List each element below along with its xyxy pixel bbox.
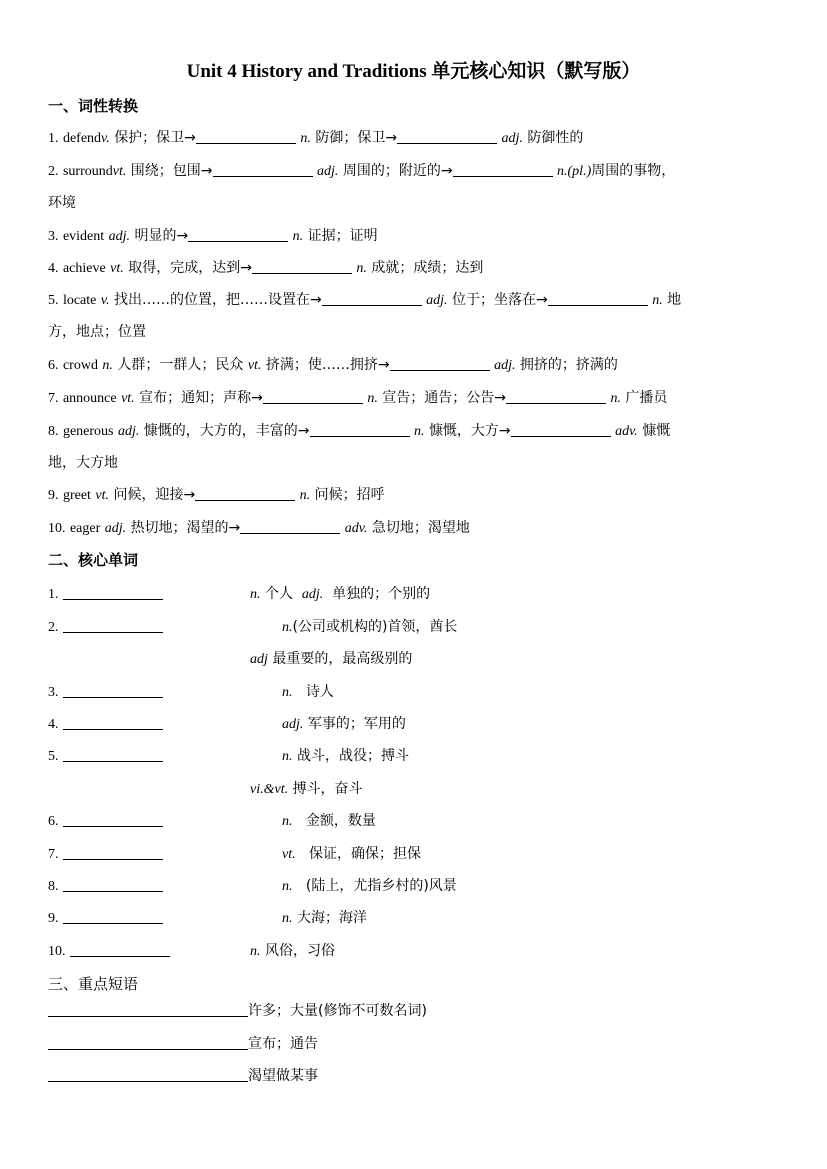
answer-blank[interactable] xyxy=(310,422,410,437)
list-item: 1. xyxy=(48,584,163,605)
list-item: 4. achieve vt. 取得，完成，达到→ n. 成就；成绩；达到 xyxy=(48,260,484,276)
answer-blank[interactable] xyxy=(240,519,340,534)
list-item: 7. xyxy=(48,844,163,865)
list-item: 许多；大量(修饰不可数名词) xyxy=(48,1001,427,1021)
answer-blank[interactable] xyxy=(48,1067,248,1082)
list-item: 9. xyxy=(48,908,163,929)
list-item: 6. crowd n. 人群；一群人；民众 vt. 挤满；使……拥挤→ adj. 拥挤的；挤满的 xyxy=(48,357,618,373)
list-item: vi.&vt. 搏斗，奋斗 xyxy=(250,781,363,797)
answer-blank[interactable] xyxy=(63,812,163,827)
list-item: 9. greet vt. 问候，迎接→ n. 问候；招呼 xyxy=(48,487,385,503)
list-item: 宣布；通告 xyxy=(48,1034,318,1054)
list-item: 5. locate v. 找出……的位置，把……设置在→ adj. 位于；坐落在→ n. 地 xyxy=(48,292,682,308)
answer-blank[interactable] xyxy=(63,845,163,860)
answer-blank[interactable] xyxy=(63,715,163,730)
list-item: 10. xyxy=(48,941,170,962)
answer-blank[interactable] xyxy=(548,291,648,306)
answer-blank[interactable] xyxy=(48,1035,248,1050)
list-item: 渴望做某事 xyxy=(48,1066,318,1086)
answer-blank[interactable] xyxy=(196,129,296,144)
list-item-continuation: 地，大方地 xyxy=(48,455,118,471)
list-item: 5. xyxy=(48,746,163,767)
answer-blank[interactable] xyxy=(213,162,313,177)
answer-blank[interactable] xyxy=(63,877,163,892)
answer-blank[interactable] xyxy=(453,162,553,177)
list-item: 2. xyxy=(48,617,163,638)
answer-blank[interactable] xyxy=(252,259,352,274)
list-item: 4. xyxy=(48,714,163,735)
list-item: 8. generous adj. 慷慨的，大方的，丰富的→ n. 慷慨，大方→ adv. 慷慨 xyxy=(48,423,671,439)
answer-blank[interactable] xyxy=(506,389,606,404)
answer-blank[interactable] xyxy=(63,618,163,633)
section-heading-key-phrases: 三、重点短语 xyxy=(48,975,139,993)
list-item: 6. xyxy=(48,811,163,832)
list-item-continuation: 环境 xyxy=(48,195,76,211)
answer-blank[interactable] xyxy=(48,1002,248,1017)
answer-blank[interactable] xyxy=(63,747,163,762)
answer-blank[interactable] xyxy=(390,356,490,371)
section-heading-word-conversion: 一、词性转换 xyxy=(48,97,139,115)
answer-blank[interactable] xyxy=(322,291,422,306)
list-item: 3. xyxy=(48,682,163,703)
answer-blank[interactable] xyxy=(63,683,163,698)
answer-blank[interactable] xyxy=(188,227,288,242)
answer-blank[interactable] xyxy=(63,909,163,924)
answer-blank[interactable] xyxy=(263,389,363,404)
list-item: 3. evident adj. 明显的→ n. 证据；证明 xyxy=(48,228,378,244)
list-item: 1. defendv. 保护；保卫→ n. 防御；保卫→ adj. 防御性的 xyxy=(48,130,584,146)
list-item: 8. xyxy=(48,876,163,897)
answer-blank[interactable] xyxy=(511,422,611,437)
list-item: 7. announce vt. 宣布；通知；声称→ n. 宣告；通告；公告→ n. 广播员 xyxy=(48,390,668,406)
list-item: 10. eager adj. 热切地；渴望的→ adv. 急切地；渴望地 xyxy=(48,520,470,536)
section-heading-core-words: 二、核心单词 xyxy=(48,551,139,569)
answer-blank[interactable] xyxy=(397,129,497,144)
list-item-continuation: 方，地点；位置 xyxy=(48,324,146,340)
answer-blank[interactable] xyxy=(70,942,170,957)
list-item: 2. surroundvt. 围绕；包围→ adj. 周围的；附近的→ n.(pl.)周围的事物， xyxy=(48,163,676,179)
page-title: Unit 4 History and Traditions 单元核心知识（默写版） xyxy=(186,61,641,82)
list-item: adj 最重要的，最高级别的 xyxy=(250,651,413,667)
answer-blank[interactable] xyxy=(63,585,163,600)
answer-blank[interactable] xyxy=(195,486,295,501)
